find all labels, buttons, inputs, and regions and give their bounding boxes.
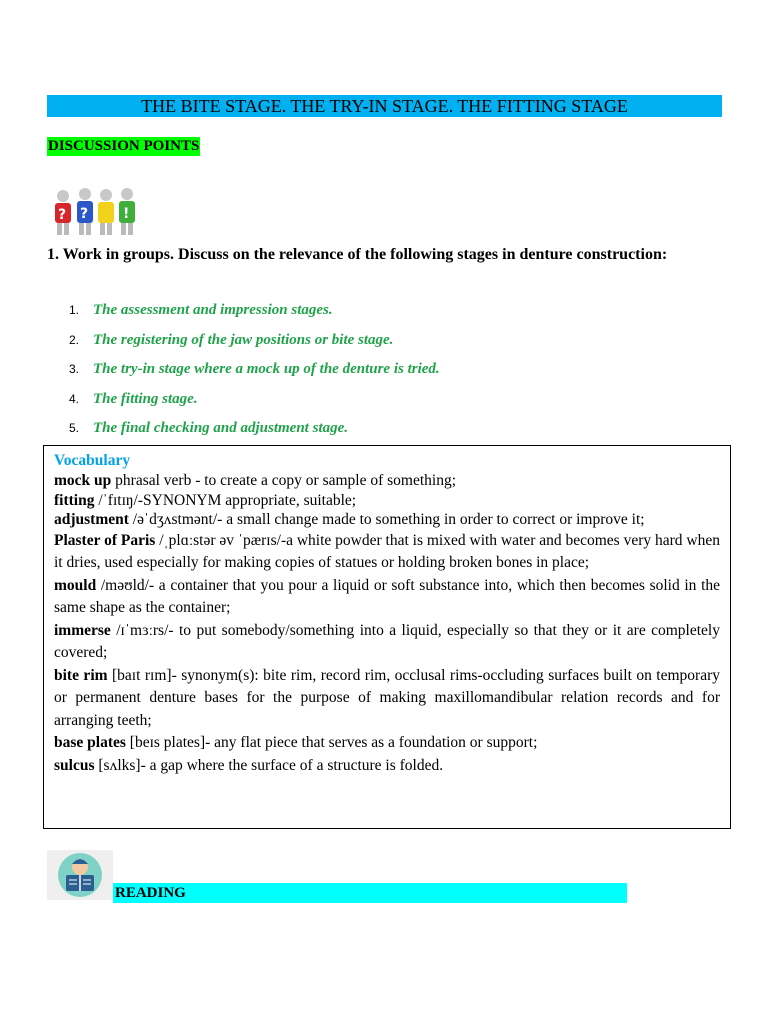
- vocab-entry: immerse /ɪˈmɜːrs/- to put somebody/something into a liquid, especially so that they or it are completely covered;: [54, 621, 720, 661]
- vocabulary-heading: Vocabulary: [54, 452, 131, 469]
- vocab-entry: mould /məʊld/- a container that you pour a liquid or soft substance into, which then becomes solid in the same shape as the container;: [54, 576, 720, 616]
- list-item: 1. The assessment and impression stages.: [69, 302, 333, 318]
- list-item: 4. The fitting stage.: [69, 390, 198, 407]
- svg-text:!: !: [123, 206, 130, 222]
- vocab-entry: mock up phrasal verb - to create a copy or sample of something;: [54, 472, 457, 489]
- stages-list: [47, 296, 722, 444]
- discussion-points-heading: DISCUSSION POINTS: [48, 138, 200, 154]
- list-item: 5. The final checking and adjustment stage.: [69, 420, 349, 436]
- discussion-question: 1. Work in groups. Discuss on the relevance of the following stages in denture construction:: [47, 246, 668, 263]
- vocab-entry: base plates [beɪs plates]- any flat piece that serves as a foundation or support;: [54, 734, 538, 751]
- vocab-entry: fitting /ˈfɪtɪŋ/-SYNONYM appropriate, suitable;: [54, 491, 357, 509]
- vocab-entry: adjustment /əˈdʒʌstmənt/- a small change made to something in order to correct or improve it;: [54, 511, 645, 528]
- reading-icon: [47, 850, 113, 900]
- vocab-entry: Plaster of Paris /ˌplɑːstər əv ˈpærɪs/-a white powder that is mixed with water and becomes very hard when it dries, used especially for making copies of statues or holding broken bones in place;: [54, 531, 721, 571]
- list-item: 2. The registering of the jaw positions or bite stage.: [69, 331, 394, 348]
- list-item: 3. The try-in stage where a mock up of the denture is tried.: [69, 361, 440, 377]
- page-title: THE BITE STAGE. THE TRY-IN STAGE. THE FITTING STAGE: [47, 95, 722, 117]
- vocabulary-box: [43, 445, 731, 829]
- svg-text:?: ?: [58, 207, 67, 223]
- vocab-entry: bite rim [baɪt rɪm]- synonym(s): bite rim, record rim, occlusal rims-occluding surfaces built on temporary or permanent denture bases for the purpose of making maxillomandibular relation records and for arranging teeth;: [54, 666, 721, 729]
- group-discussion-illustration: [49, 186, 141, 236]
- vocab-entry: sulcus [sʌlks]- a gap where the surface of a structure is folded.: [54, 756, 444, 774]
- reading-heading: READING: [113, 883, 627, 903]
- svg-text:?: ?: [80, 206, 89, 222]
